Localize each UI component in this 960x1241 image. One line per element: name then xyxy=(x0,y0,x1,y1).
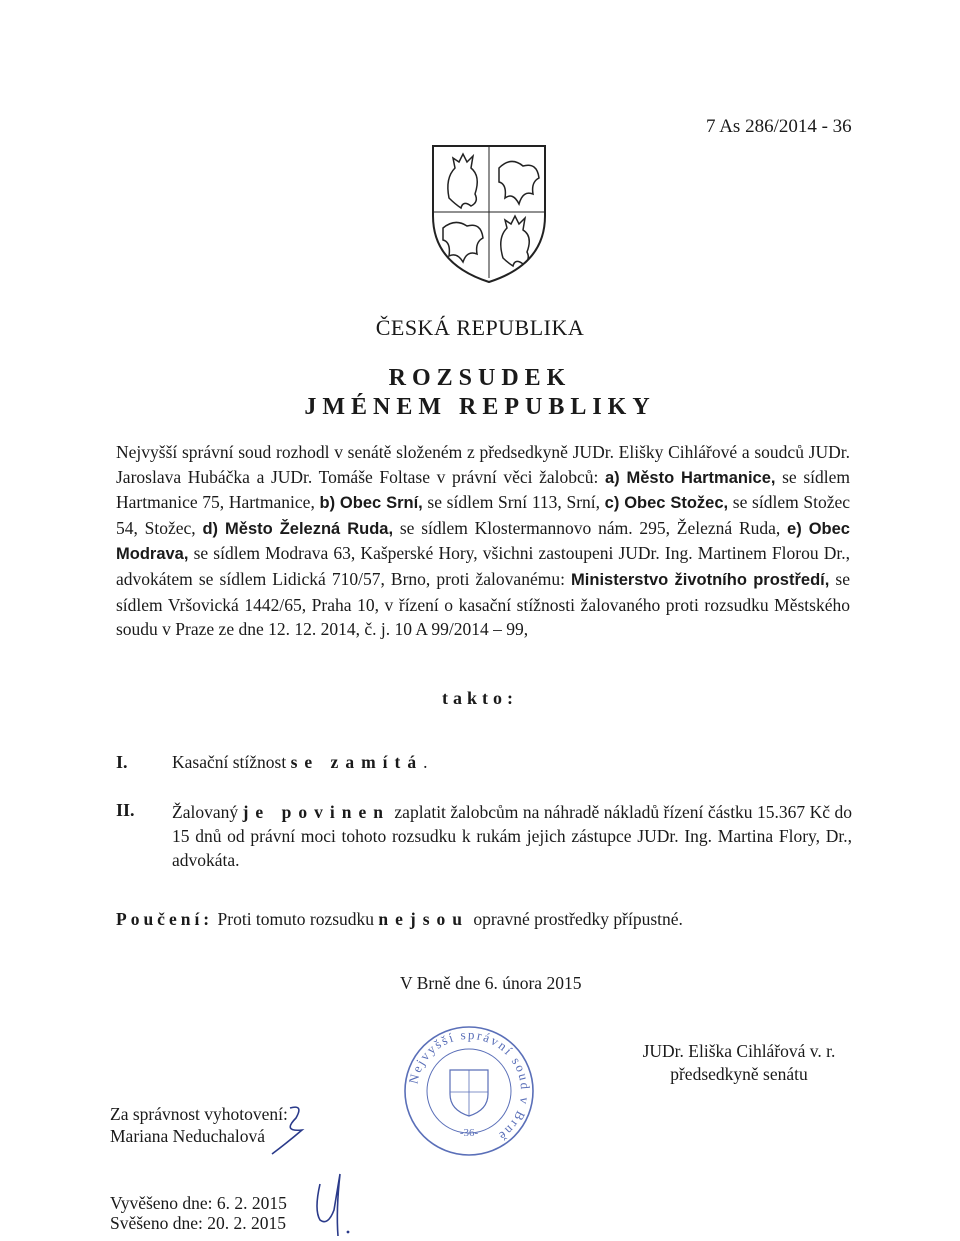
intro-text: Nejvyšší správní soud rozhodl v senátě složeném z předsedkyně JUDr. Elišky Cihlářové a soudců JUDr. Jaroslava Hubáčka a JUDr. Tomáše Foltase v právní věci žalobců: xyxy=(116,442,850,487)
respondent: Ministerstvo životního prostředí, xyxy=(571,570,830,589)
party-d-address: se sídlem Klostermannovo nám. 295, Železná Ruda, xyxy=(393,517,788,538)
item-text-after: . xyxy=(423,752,428,772)
correctness-name: Mariana Neduchalová xyxy=(110,1126,265,1146)
court-seal-icon xyxy=(402,1024,536,1158)
seal-text: Nejvyšší správní soud v Brně xyxy=(405,1026,534,1145)
item-text-before: Žalovaný xyxy=(172,802,243,822)
item-text xyxy=(172,800,852,872)
item-number: I. xyxy=(116,752,128,772)
case-number: 7 As 286/2014 - 36 xyxy=(706,116,852,137)
intro-paragraph xyxy=(116,440,850,642)
item-text-after: zaplatit žalobcům na náhradě nákladů řízení částku 15.367 Kč do 15 dnů od právní moci tohoto rozsudku k rukám jejich zástupce JUDr. Ing. Martina Flory, Dr., advokáta. xyxy=(172,802,852,870)
posted-date: Vyvěšeno dne: 6. 2. 2015 xyxy=(110,1193,287,1213)
item-spaced: se zamítá xyxy=(290,752,424,772)
place-date: V Brně dne 6. února 2015 xyxy=(400,973,582,993)
in-name-heading: JMÉNEM REPUBLIKY xyxy=(304,394,656,420)
party-c: c) Obec Stožec, xyxy=(604,494,729,513)
item-spaced: je povinen xyxy=(242,802,390,822)
verdict-heading: ROZSUDEK xyxy=(388,365,572,391)
posting-block xyxy=(110,1193,287,1233)
party-b: b) Obec Srní, xyxy=(319,494,423,513)
item-text-before: Kasační stížnost xyxy=(172,752,291,772)
instruction-text-after: opravné prostředky přípustné. xyxy=(469,909,683,929)
item-text xyxy=(172,752,427,773)
republic-heading: ČESKÁ REPUBLIKA xyxy=(375,315,585,340)
seal-number: -36- xyxy=(459,1127,479,1139)
party-a-address: se sídlem Hartmanice 75, Hartmanice, xyxy=(116,466,850,513)
instruction-spaced: nejsou xyxy=(378,909,470,929)
instruction-paragraph xyxy=(116,909,683,930)
takto-heading: takto: xyxy=(442,688,518,708)
signer-block xyxy=(614,1040,864,1086)
instruction-label: Poučení: xyxy=(116,909,214,929)
party-a: a) Město Hartmanice, xyxy=(605,468,776,487)
party-b-address: se sídlem Srní 113, Srní, xyxy=(422,492,605,513)
instruction-text-before: Proti tomuto rozsudku xyxy=(213,909,379,929)
correctness-label: Za správnost vyhotovení: xyxy=(110,1104,288,1124)
party-c-address: se sídlem Stožec 54, Stožec, xyxy=(116,492,851,538)
signer-name: JUDr. Eliška Cihlářová v. r. xyxy=(642,1041,836,1061)
handwritten-initials xyxy=(310,1170,354,1240)
intro-rest: se sídlem Vršovická 1442/65, Praha 10, v řízení o kasační stížnosti žalovaného proti rozsudku Městského soudu v Praze ze dne 12. 12. 2014, č. j. 10 A 99/2014 – 99, xyxy=(116,568,850,640)
signer-role: předsedkyně senátu xyxy=(670,1064,808,1084)
party-d: d) Město Železná Ruda, xyxy=(202,519,394,538)
correctness-block xyxy=(110,1103,288,1147)
item-number: II. xyxy=(116,800,135,820)
party-e-address: se sídlem Modrava 63, Kašperské Hory, všichni zastoupeni JUDr. Ing. Martinem Florou Dr., advokátem se sídlem Lidická 710/57, Brno, proti žalovanému: xyxy=(116,543,850,589)
removed-date: Svěšeno dne: 20. 2. 2015 xyxy=(110,1213,286,1233)
czech-coat-of-arms-icon xyxy=(427,138,551,286)
party-e: e) Obec Modrava, xyxy=(116,519,850,564)
